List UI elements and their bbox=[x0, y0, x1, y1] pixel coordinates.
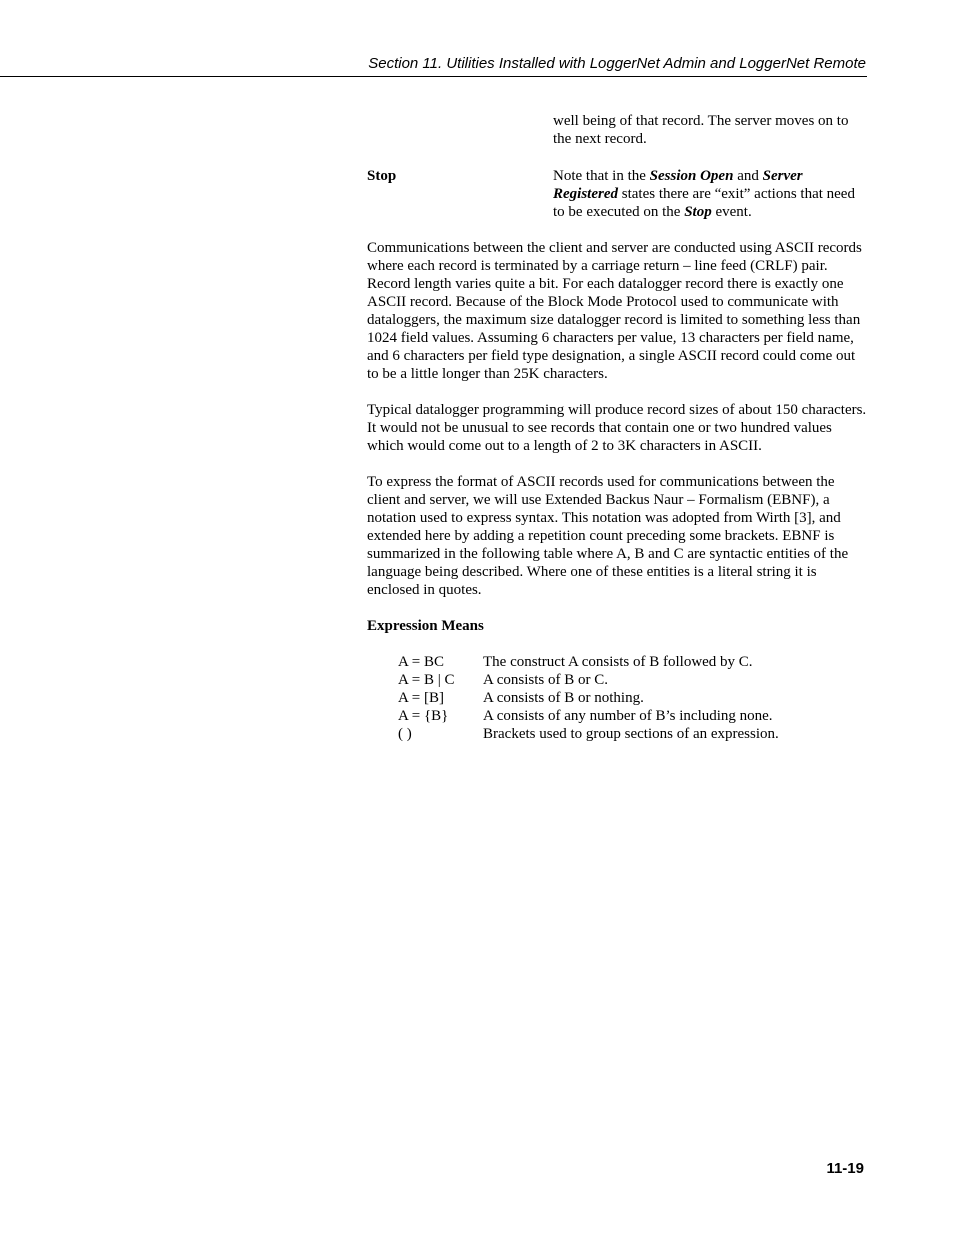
session-open-term: Session Open bbox=[649, 168, 734, 184]
stop-definition bbox=[553, 167, 865, 221]
ebnf-meaning: A consists of B or C. bbox=[483, 672, 609, 688]
ebnf-row bbox=[398, 671, 867, 689]
ebnf-row bbox=[398, 653, 867, 671]
paragraph-record-sizes: Typical datalogger programming will produce record sizes of about 150 characters. It would not be unusual to see records that contain one or two hundred values which would come out to a length of 2 to 3K characters in ASCII. bbox=[367, 402, 867, 454]
stop-term: Stop bbox=[367, 168, 397, 184]
ebnf-expression: A = B | C bbox=[398, 672, 455, 688]
continued-definition: well being of that record. The server moves on to the next record. bbox=[553, 113, 849, 147]
ebnf-expression: A = [B] bbox=[398, 690, 444, 706]
page-number: 11-19 bbox=[826, 1160, 864, 1177]
stop-def-text-2: and bbox=[733, 168, 763, 184]
ebnf-expression: ( ) bbox=[398, 726, 412, 742]
ebnf-row bbox=[398, 707, 867, 725]
stop-event-term: Stop bbox=[684, 204, 712, 220]
ebnf-table bbox=[398, 653, 867, 743]
server-registered-term: Server Registered bbox=[553, 168, 803, 202]
paragraph-record-format: Communications between the client and server are conducted using ASCII records where each record is terminated by a carriage return – line feed (CRLF) pair. Record length varies quite a bit. For each datalogger record there is exactly one ASCII record. Because of the Block Mode Protocol used to communicate with dataloggers, the maximum size datalogger record is limited to something less than 1024 field values. Assuming 6 characters per value, 13 characters per field name, and 6 characters per field type designation, a single ASCII record could come out to be a little longer than 25K characters. bbox=[367, 240, 862, 382]
ebnf-meaning: The construct A consists of B followed by C. bbox=[483, 654, 753, 670]
running-header: Section 11. Utilities Installed with LoggerNet Admin and LoggerNet Remote bbox=[368, 55, 866, 72]
paragraph-ebnf-intro: To express the format of ASCII records used for communications between the client and server, we will use Extended Backus Naur – Formalism (EBNF), a notation used to express syntax. This notation was adopted from Wirth [3], and extended here by adding a repetition count preceding some brackets. EBNF is summarized in the following table where A, B and C are syntactic entities of the language being described. Where one of these entities is a literal string it is enclosed in quotes. bbox=[367, 474, 849, 598]
ebnf-expression: A = {B} bbox=[398, 708, 449, 724]
body-text bbox=[367, 239, 867, 743]
header-rule bbox=[0, 76, 867, 77]
ebnf-row bbox=[398, 725, 867, 743]
ebnf-meaning: A consists of B or nothing. bbox=[483, 690, 644, 706]
stop-def-text-4: event. bbox=[711, 204, 752, 220]
ebnf-meaning: A consists of any number of B’s including none. bbox=[483, 708, 773, 724]
ebnf-meaning: Brackets used to group sections of an expression. bbox=[483, 726, 779, 742]
ebnf-expression: A = BC bbox=[398, 654, 444, 670]
stop-def-text-1: Note that in the bbox=[553, 168, 650, 184]
ebnf-table-heading: Expression Means bbox=[367, 618, 484, 634]
stop-def-text-3: states there are “exit” actions that need to be executed on the bbox=[553, 186, 855, 220]
ebnf-row bbox=[398, 689, 867, 707]
